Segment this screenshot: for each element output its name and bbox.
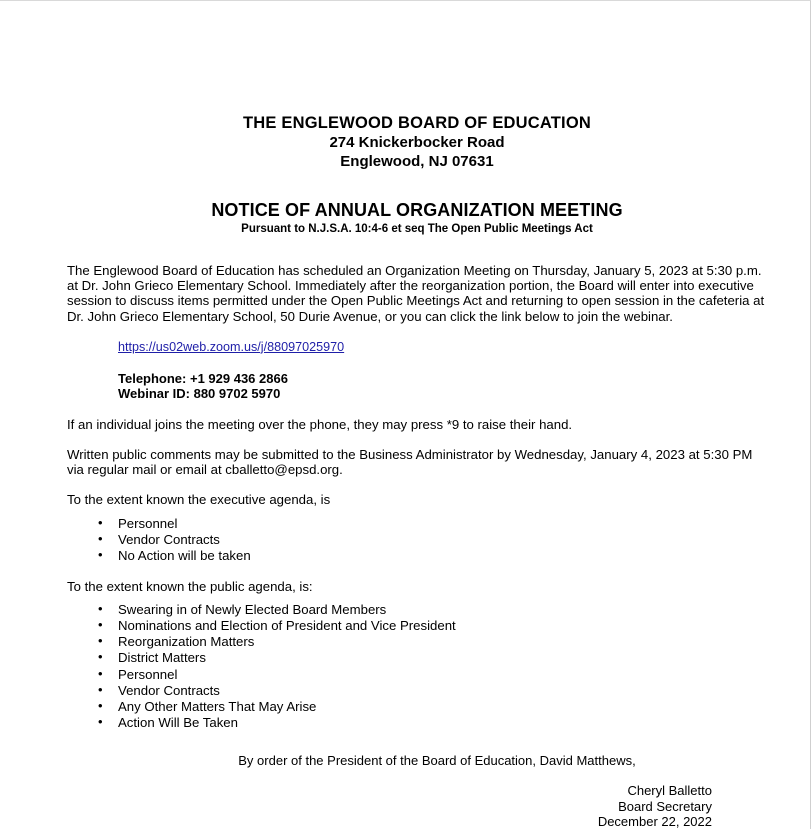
- public-agenda-heading: To the extent known the public agenda, is:: [67, 578, 313, 594]
- list-item: • Any Other Matters That May Arise: [67, 699, 767, 715]
- signer-title: Board Secretary: [618, 798, 712, 814]
- notice-subtitle: Pursuant to N.J.S.A. 10:4-6 et seq The Open Public Meetings Act: [241, 223, 593, 235]
- list-item: • District Matters: [67, 650, 767, 666]
- list-item: • Personnel: [67, 667, 767, 683]
- list-item: • Personnel: [67, 516, 767, 532]
- list-item: • Action Will Be Taken: [67, 715, 767, 731]
- signer-name: Cheryl Balletto: [627, 783, 712, 799]
- public-agenda-list: [67, 602, 767, 732]
- city-state-zip: Englewood, NJ 07631: [340, 153, 494, 170]
- organization-name: THE ENGLEWOOD BOARD OF EDUCATION: [242, 114, 591, 132]
- phone-note-paragraph: If an individual joins the meeting over the phone, they may press *9 to raise their hand.: [67, 416, 573, 432]
- telephone-line: Telephone: +1 929 436 2866: [118, 370, 288, 386]
- document-body: [67, 263, 767, 829]
- list-item: • Nominations and Election of President and Vice President: [67, 618, 767, 634]
- intro-paragraph: The Englewood Board of Education has scheduled an Organization Meeting on Thursday, January 5, 2023 at 5:30 p.m. at Dr. John Grieco Elementary School. Immediately after the reorganization portion, the Board will enter into executive session to discuss items permitted under the Open Public Meetings Act and returning to open session in the cafeteria at Dr. John Grieco Elementary School, 50 Durie Avenue, or you can click the link below to join the webinar.: [67, 263, 765, 324]
- list-item: • Swearing in of Newly Elected Board Members: [67, 602, 767, 618]
- signature-block: [67, 783, 767, 829]
- webinar-id-line: Webinar ID: 880 9702 5970: [118, 386, 281, 402]
- list-item: • Vendor Contracts: [67, 532, 767, 548]
- page-sheet: [0, 1, 789, 829]
- letterhead: [67, 114, 767, 171]
- list-item: • Vendor Contracts: [67, 683, 767, 699]
- notice-title: NOTICE OF ANNUAL ORGANIZATION MEETING: [211, 200, 623, 220]
- signature-date: December 22, 2022: [597, 814, 712, 829]
- notice-heading-block: [67, 200, 767, 237]
- street-address: 274 Knickerbocker Road: [329, 134, 505, 151]
- conference-details: [67, 339, 767, 402]
- executive-agenda-list: [67, 516, 767, 564]
- by-order-line: By order of the President of the Board of Education, David Matthews,: [238, 753, 636, 769]
- dial-in-details: [118, 371, 767, 402]
- executive-agenda-heading: To the extent known the executive agenda, is: [67, 492, 331, 508]
- list-item: • Reorganization Matters: [67, 634, 767, 650]
- list-item: • No Action will be taken: [67, 548, 767, 564]
- zoom-meeting-link[interactable]: https://us02web.zoom.us/j/88097025970: [118, 339, 345, 354]
- written-comments-paragraph: Written public comments may be submitted to the Business Administrator by Wednesday, January 4, 2023 at 5:30 PM via regular mail or email at cballetto@epsd.org.: [67, 447, 753, 478]
